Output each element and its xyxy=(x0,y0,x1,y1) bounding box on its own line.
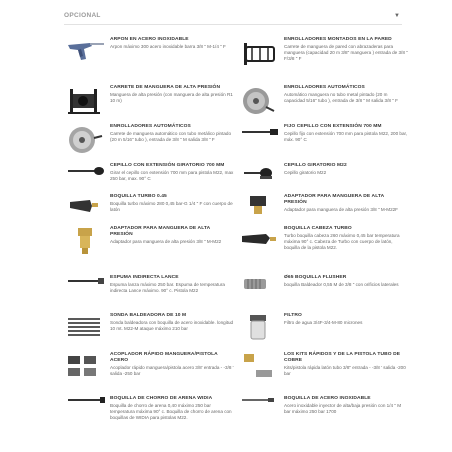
product-description: Adaptador para manguera de alta presión 3/8 " M-M22 xyxy=(110,239,222,244)
product-item-filter[interactable] xyxy=(238,313,408,357)
product-title: CEPILLO CON EXTENSIÓN GIRATORIO 700 MM xyxy=(110,163,225,168)
product-title: FILTRO xyxy=(284,313,302,318)
product-item-spray-gun[interactable] xyxy=(64,37,234,81)
section-title: OPCIONAL xyxy=(64,12,101,19)
product-description: Turbo boquilla cabeza 260 máximo 0,45 bar temperatura máxima 90° c. Cabeza de Turbo con cuerpo de latón, boquilla de la pistola M22. xyxy=(284,233,400,251)
product-title: BOQUILLA DE ACERO INOXIDABLE xyxy=(284,396,371,401)
product-description: Boquilla turbo máximo 280 0,45 bar-G 1/4 " F con cuerpo de latón xyxy=(110,201,233,213)
product-description: Manguera de alta presión (con manguera de alta presión R1 10 m) xyxy=(110,92,233,104)
product-description: Sonda baldeadora con boquilla de acero inoxidable. longitud 10 mt. M22-M ataque máximo 210 bar xyxy=(110,320,234,332)
spray-gun-icon xyxy=(64,37,108,71)
product-item-quick-coupler[interactable] xyxy=(64,352,234,396)
product-title: CARRETE DE MANGUERA DE ALTA PRESIÓN xyxy=(110,85,221,90)
product-title: ADAPTADOR PARA MANGUERA DE ALTA PRESIÓN xyxy=(284,194,385,205)
product-item-sewer-probe-hose[interactable] xyxy=(64,313,234,357)
product-description: Espuma lanza máximo 250 bar. Espuma de temperatura indirecta Lance máximo. 90° c. Pistola M22 xyxy=(110,282,225,294)
quick-kit-icon xyxy=(238,352,282,386)
turbo-nozzle-icon xyxy=(64,194,108,228)
product-description: Filtro de agua 3/4F-3/4-M-80 micrones xyxy=(284,320,363,325)
product-item-steel-nozzle[interactable] xyxy=(238,396,408,440)
product-title: CEPILLO GIRATORIO M22 xyxy=(284,163,347,168)
product-item-wall-hose-reel[interactable] xyxy=(238,37,408,81)
quick-coupler-icon xyxy=(64,352,108,386)
hose-cart-icon xyxy=(64,85,108,119)
product-item-hose-cart[interactable] xyxy=(64,85,234,129)
section-header[interactable] xyxy=(64,11,402,25)
product-item-brass-adapter[interactable] xyxy=(64,226,234,270)
rotary-brush-extension-icon xyxy=(64,163,108,197)
product-description: Automático manguera no tubo metal pintado (20 m capacidad 5/16" tubo ), entrada de 3/8 " M salida 3/8 " F xyxy=(284,92,398,104)
product-title: SONDA BALDEADORA DE 10 M xyxy=(110,313,187,318)
product-item-extension-brush[interactable] xyxy=(238,124,408,168)
product-title: BOQUILLA DE CHORRO DE ARENA WIDIA xyxy=(110,396,213,401)
product-description: boquilla Baldeador 0,55 M de 3/8 " con orificios laterales xyxy=(284,282,399,287)
auto-hose-reel-icon xyxy=(64,124,108,158)
product-description: Arpon máximo 300 acero inoxidable barra 3/8 " M-1/4 " F xyxy=(110,44,226,49)
brass-adapter-icon xyxy=(64,226,108,260)
sewer-probe-hose-icon xyxy=(64,313,108,347)
foam-lance-icon xyxy=(64,275,108,309)
rotary-brush-icon xyxy=(238,163,282,197)
product-title: ENROLLADORES AUTOMÁTICOS xyxy=(110,124,191,129)
product-title: ACOPLADOR RÁPIDO MANGUERA/PISTOLA ACERO xyxy=(110,352,218,363)
product-description: Kits/pistola rápida latón tubo 3/8" entrada - -3/8 ' salida -200 bar xyxy=(284,365,406,377)
product-title: BOQUILLA CABEZA TURBO xyxy=(284,226,352,231)
flusher-nozzle-icon xyxy=(238,275,282,309)
product-description: Cepillo giratorio M22 xyxy=(284,170,327,175)
product-title: ENROLLADORES MONTADOS EN LA PARED xyxy=(284,37,392,42)
product-title: ADAPTADOR PARA MANGUERA DE ALTA PRESIÓN xyxy=(110,226,211,237)
filter-icon xyxy=(238,313,282,347)
product-description: Cepillo fijo con extensión 700 mm para pistola M22, 200 bar, máx. 90° C xyxy=(284,131,408,143)
product-title: LOS KITS RÁPIDOS Y DE LA PISTOLA TUBO DE COBRE xyxy=(284,352,401,363)
product-description: Adaptador para manguera de alta presión 3/8 " M-M22F xyxy=(284,207,398,212)
product-item-quick-kit[interactable] xyxy=(238,352,408,396)
chevron-down-icon[interactable]: ▼ xyxy=(394,13,400,19)
product-title: ARPON EN ACERO INOXIDABLE xyxy=(110,37,189,42)
turbo-head-nozzle-icon xyxy=(238,226,282,260)
product-item-turbo-head-nozzle[interactable] xyxy=(238,226,408,270)
widia-nozzle-icon xyxy=(64,396,108,430)
auto-hose-reel-icon xyxy=(238,85,282,119)
product-description: Boquilla de chorro de arena 0,40 máximo 250 bar temperatura máxima 90° c. Boquilla de chorro de arena con boquillas de WIDIA para pistolas M22. xyxy=(110,403,232,421)
steel-nozzle-icon xyxy=(238,396,282,430)
wall-hose-reel-icon xyxy=(238,37,282,71)
extension-brush-icon xyxy=(238,124,282,158)
product-title: ENROLLADORES AUTOMÁTICOS xyxy=(284,85,365,90)
product-title: FIJO CEPILLO CON EXTENSIÓN 700 MM xyxy=(284,124,382,129)
product-description: Acoplador rápido manguera/pistola acero 3/8' entrada - -3/8 ' salida -250 bar xyxy=(110,365,234,377)
product-title: Ø65 BOQUILLA FLUSHER xyxy=(284,275,347,280)
product-description: Girar el cepillo con extensión 700 mm para pistola M22, max 250 bar, max. 90° C xyxy=(110,170,234,182)
product-title: BOQUILLA TURBO 0.45 xyxy=(110,194,167,199)
adapter-icon xyxy=(238,194,282,228)
product-description: Carrete de manguera automático con tubo metálico pintado (20 m 5/16" tubo ), entrada de 3/8 " M salida 3/8 " F xyxy=(110,131,232,143)
product-item-auto-hose-reel-metal[interactable] xyxy=(64,124,234,168)
product-description: Carrete de manguera de pared con abrazaderas para manguera (capacidad 20 m 3/8" manguera ) entrada de 3/8 " F/3/8 " F xyxy=(284,44,408,62)
product-item-auto-hose-reel[interactable] xyxy=(238,85,408,129)
product-title: ESPUMA INDIRECTA LANCE xyxy=(110,275,179,280)
product-item-widia-nozzle[interactable] xyxy=(64,396,234,440)
product-description: Acero inoxidable inyector de alta/baja presión con 1/4 " M bar máximo 250 bar 1700 xyxy=(284,403,402,415)
